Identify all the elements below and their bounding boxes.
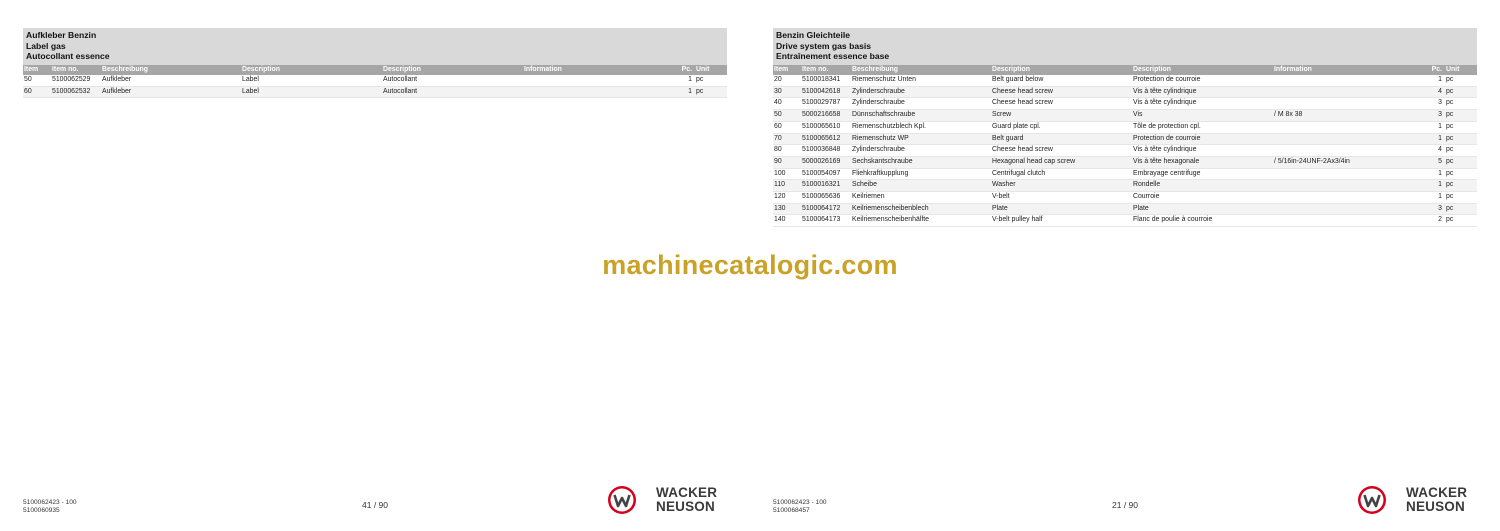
cell-item-no: 5100029787 [801, 98, 851, 110]
left-title-fr: Autocollant essence [26, 51, 110, 61]
logo-line-2: NEUSON [656, 498, 715, 514]
table-row [773, 203, 1477, 215]
cell-item: 30 [773, 86, 801, 98]
cell-description-en: Screw [991, 110, 1132, 122]
cell-description-fr: Tôle de protection cpl. [1132, 121, 1273, 133]
cell-unit: pc [1445, 98, 1477, 110]
logo-wordmark [1406, 486, 1467, 513]
cell-description-fr: Embrayage centrifuge [1132, 168, 1273, 180]
cell-item-no: 5100054097 [801, 168, 851, 180]
wacker-neuson-logo-icon [1357, 485, 1387, 515]
cell-beschreibung: Dünnschaftschraube [851, 110, 991, 122]
right-parts-table [773, 65, 1477, 227]
cell-description-en: Label [241, 75, 382, 86]
cell-description-en: Cheese head screw [991, 86, 1132, 98]
watermark-text: machinecatalogic.com [602, 250, 898, 280]
header-beschreibung: Beschreibung [851, 65, 991, 75]
cell-item: 50 [23, 75, 51, 86]
cell-beschreibung: Zylinderschraube [851, 86, 991, 98]
cell-pc: 4 [1415, 145, 1445, 157]
cell-beschreibung: Zylinderschraube [851, 145, 991, 157]
table-row [773, 86, 1477, 98]
cell-unit: pc [1445, 121, 1477, 133]
cell-information [1273, 215, 1415, 227]
header-item-no: Item no. [801, 65, 851, 75]
left-table-header [23, 65, 727, 75]
cell-information [1273, 168, 1415, 180]
right-title-de: Benzin Gleichteile [776, 30, 851, 40]
cell-item-no: 5100036848 [801, 145, 851, 157]
cell-unit: pc [1445, 110, 1477, 122]
table-row [773, 168, 1477, 180]
cell-beschreibung: Riemenschutzblech Kpl. [851, 121, 991, 133]
cell-item: 80 [773, 145, 801, 157]
header-information: Information [1273, 65, 1415, 75]
cell-item: 110 [773, 180, 801, 192]
cell-item: 60 [23, 86, 51, 98]
header-unit: Unit [695, 65, 727, 75]
cell-description-fr: Autocollant [382, 75, 523, 86]
cell-item: 140 [773, 215, 801, 227]
left-table-body [23, 75, 727, 98]
cell-pc: 1 [665, 75, 695, 86]
cell-item: 100 [773, 168, 801, 180]
left-footer-code-1: 5100062423 - 100 [23, 499, 77, 506]
header-pc: Pc. [665, 65, 695, 75]
table-row [773, 180, 1477, 192]
table-row [773, 98, 1477, 110]
cell-information [1273, 133, 1415, 145]
header-information: Information [523, 65, 665, 75]
cell-item-no: 5100016321 [801, 180, 851, 192]
cell-item-no: 5100062532 [51, 86, 101, 98]
table-row [773, 75, 1477, 86]
cell-item-no: 5000216658 [801, 110, 851, 122]
cell-description-en: Plate [991, 203, 1132, 215]
cell-information [1273, 121, 1415, 133]
cell-unit: pc [1445, 145, 1477, 157]
cell-pc: 3 [1415, 203, 1445, 215]
wacker-neuson-logo-icon [607, 485, 637, 515]
right-title-fr: Entraînement essence base [776, 51, 890, 61]
cell-pc: 3 [1415, 98, 1445, 110]
header-description-fr: Description [1132, 65, 1273, 75]
right-footer-code-2: 5100068457 [773, 506, 810, 514]
cell-beschreibung: Zylinderschraube [851, 98, 991, 110]
cell-description-en: Centrifugal clutch [991, 168, 1132, 180]
cell-description-fr: Autocollant [382, 86, 523, 98]
cell-unit: pc [1445, 192, 1477, 204]
cell-description-en: Label [241, 86, 382, 98]
cell-unit: pc [1445, 168, 1477, 180]
cell-unit: pc [1445, 86, 1477, 98]
cell-beschreibung: Riemenschutz WP [851, 133, 991, 145]
cell-beschreibung: Riemenschutz Unten [851, 75, 991, 86]
cell-description-en: V-belt pulley half [991, 215, 1132, 227]
cell-information [1273, 192, 1415, 204]
cell-pc: 1 [1415, 121, 1445, 133]
cell-beschreibung: Keilriemenscheibenhälfte [851, 215, 991, 227]
cell-unit: pc [695, 86, 727, 98]
table-row [773, 215, 1477, 227]
right-page-number: 21 / 90 [1112, 500, 1138, 510]
left-page-number: 41 / 90 [362, 500, 388, 510]
cell-item: 90 [773, 156, 801, 168]
cell-item-no: 5100042618 [801, 86, 851, 98]
cell-description-en: Hexagonal head cap screw [991, 156, 1132, 168]
cell-description-en: Washer [991, 180, 1132, 192]
cell-unit: pc [695, 75, 727, 86]
cell-description-fr: Protection de courroie [1132, 75, 1273, 86]
table-row [773, 192, 1477, 204]
header-pc: Pc. [1415, 65, 1445, 75]
cell-item-no: 5100064173 [801, 215, 851, 227]
cell-description-en: Belt guard below [991, 75, 1132, 86]
cell-item-no: 5000026169 [801, 156, 851, 168]
cell-information [1273, 203, 1415, 215]
table-row [773, 121, 1477, 133]
cell-pc: 1 [1415, 133, 1445, 145]
cell-pc: 1 [1415, 192, 1445, 204]
cell-pc: 1 [665, 86, 695, 98]
cell-pc: 2 [1415, 215, 1445, 227]
cell-pc: 1 [1415, 180, 1445, 192]
right-footer-code-1: 5100062423 - 100 [773, 499, 827, 506]
right-parts-block [773, 28, 1477, 227]
logo-wordmark [656, 486, 717, 513]
cell-information: / M 8x 38 [1273, 110, 1415, 122]
cell-beschreibung: Keilriemen [851, 192, 991, 204]
header-description-en: Description [991, 65, 1132, 75]
cell-description-fr: Rondelle [1132, 180, 1273, 192]
table-row [773, 110, 1477, 122]
header-item: Item [23, 65, 51, 75]
left-parts-table [23, 65, 727, 98]
cell-item-no: 5100064172 [801, 203, 851, 215]
cell-item: 20 [773, 75, 801, 86]
logo-line-1: WACKER [656, 485, 718, 500]
table-row [773, 145, 1477, 157]
cell-description-en: Cheese head screw [991, 98, 1132, 110]
cell-item-no: 5100065610 [801, 121, 851, 133]
header-beschreibung: Beschreibung [101, 65, 241, 75]
left-footer-codes [23, 499, 77, 514]
cell-description-fr: Vis à tête cylindrique [1132, 145, 1273, 157]
cell-item: 120 [773, 192, 801, 204]
table-row [773, 156, 1477, 168]
header-unit: Unit [1445, 65, 1477, 75]
cell-beschreibung: Aufkleber [101, 86, 241, 98]
cell-description-en: Belt guard [991, 133, 1132, 145]
header-item-no: Item no. [51, 65, 101, 75]
cell-description-en: Cheese head screw [991, 145, 1132, 157]
right-table-header [773, 65, 1477, 75]
logo-line-1: WACKER [1406, 485, 1468, 500]
cell-description-fr: Vis à tête cylindrique [1132, 98, 1273, 110]
cell-description-fr: Flanc de poulie à courroie [1132, 215, 1273, 227]
cell-description-en: Guard plate cpl. [991, 121, 1132, 133]
cell-information: / 5/16in-24UNF-2Ax3/4in [1273, 156, 1415, 168]
right-section-title [773, 28, 1477, 65]
cell-information [523, 75, 665, 86]
cell-item-no: 5100018341 [801, 75, 851, 86]
right-title-en: Drive system gas basis [776, 40, 872, 51]
cell-description-fr: Vis à tête cylindrique [1132, 86, 1273, 98]
cell-information [1273, 145, 1415, 157]
cell-description-fr: Vis [1132, 110, 1273, 122]
cell-unit: pc [1445, 133, 1477, 145]
cell-description-fr: Courroie [1132, 192, 1273, 204]
cell-pc: 3 [1415, 110, 1445, 122]
cell-unit: pc [1445, 180, 1477, 192]
right-table-body [773, 75, 1477, 227]
cell-information [1273, 98, 1415, 110]
cell-information [523, 86, 665, 98]
cell-item: 60 [773, 121, 801, 133]
cell-unit: pc [1445, 156, 1477, 168]
right-footer-codes [773, 499, 827, 514]
cell-beschreibung: Keilriemenscheibenblech [851, 203, 991, 215]
cell-information [1273, 86, 1415, 98]
cell-beschreibung: Sechskantschraube [851, 156, 991, 168]
cell-pc: 5 [1415, 156, 1445, 168]
cell-item: 50 [773, 110, 801, 122]
cell-description-fr: Protection de courroie [1132, 133, 1273, 145]
cell-unit: pc [1445, 75, 1477, 86]
cell-beschreibung: Fliehkraftkupplung [851, 168, 991, 180]
cell-unit: pc [1445, 215, 1477, 227]
cell-item-no: 5100065636 [801, 192, 851, 204]
cell-item: 130 [773, 203, 801, 215]
left-parts-block [23, 28, 727, 98]
cell-pc: 1 [1415, 168, 1445, 180]
cell-pc: 4 [1415, 86, 1445, 98]
left-title-de: Aufkleber Benzin [26, 30, 97, 40]
table-row [773, 133, 1477, 145]
header-description-fr: Description [382, 65, 523, 75]
left-title-en: Label gas [26, 40, 66, 51]
left-footer-code-2: 5100060935 [23, 506, 60, 514]
cell-item-no: 5100065612 [801, 133, 851, 145]
header-item: Item [773, 65, 801, 75]
table-row [23, 75, 727, 86]
cell-pc: 1 [1415, 75, 1445, 86]
cell-beschreibung: Scheibe [851, 180, 991, 192]
cell-beschreibung: Aufkleber [101, 75, 241, 86]
cell-item-no: 5100062529 [51, 75, 101, 86]
table-row [23, 86, 727, 98]
cell-description-fr: Plate [1132, 203, 1273, 215]
header-description-en: Description [241, 65, 382, 75]
left-section-title [23, 28, 727, 65]
cell-description-en: V-belt [991, 192, 1132, 204]
cell-item: 70 [773, 133, 801, 145]
cell-information [1273, 180, 1415, 192]
cell-item: 40 [773, 98, 801, 110]
cell-unit: pc [1445, 203, 1477, 215]
cell-description-fr: Vis à tête hexagonale [1132, 156, 1273, 168]
logo-line-2: NEUSON [1406, 498, 1465, 514]
cell-information [1273, 75, 1415, 86]
